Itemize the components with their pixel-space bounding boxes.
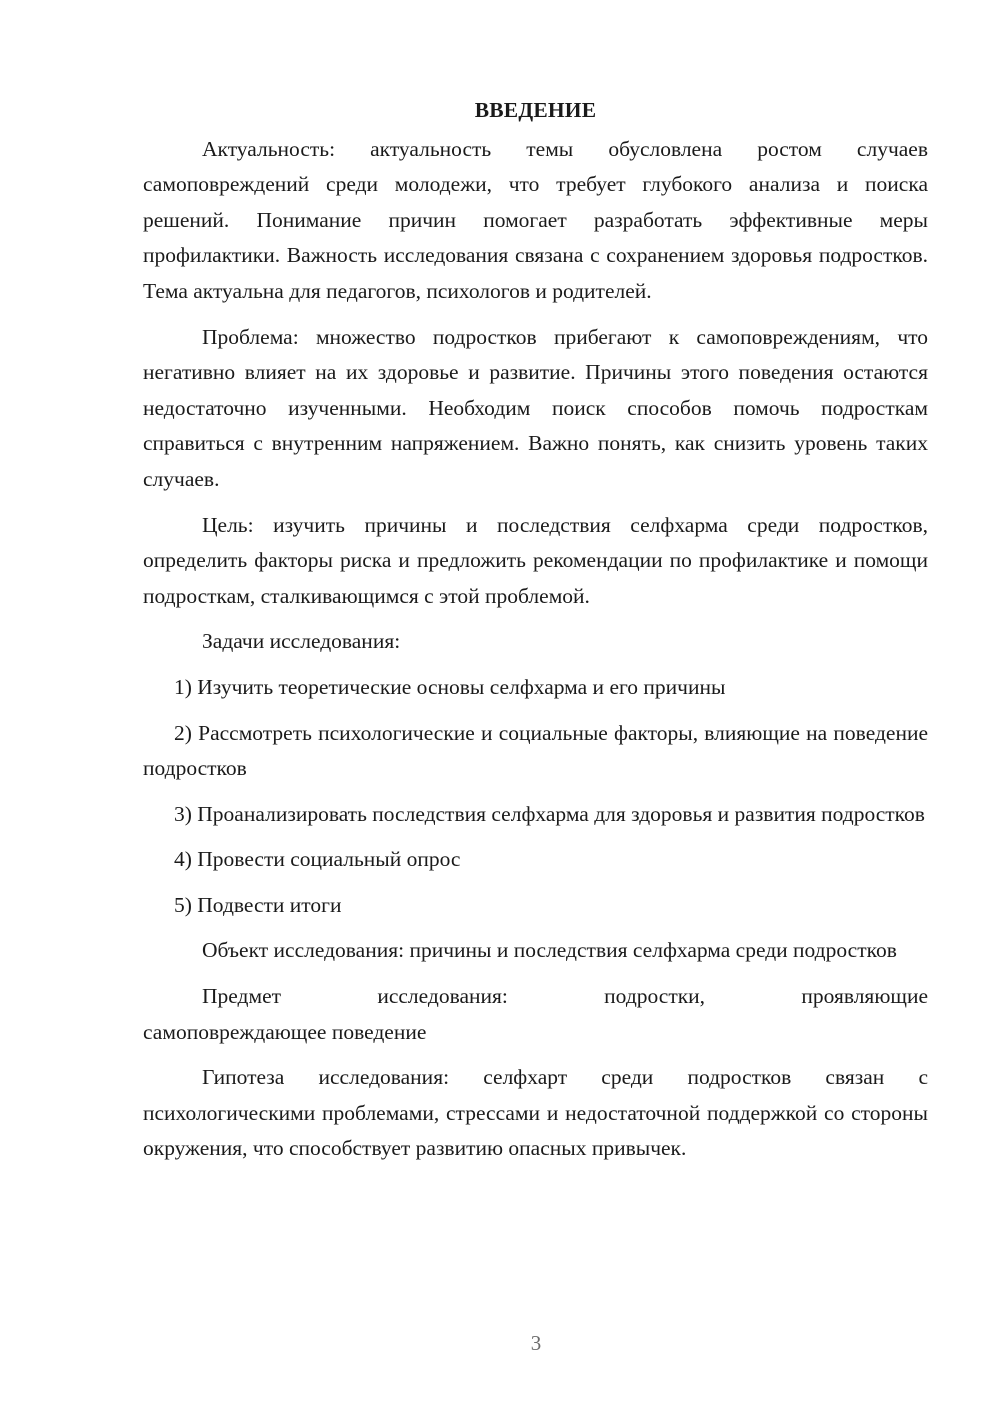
page-content [143, 93, 928, 1177]
task-item-2: 2) Рассмотреть психологические и социальные факторы, влияющие на поведение подростков [143, 720, 928, 781]
subject-line-1: Предмет исследования: подростки, проявляющие [202, 984, 928, 1009]
page-number: 3 [530, 1331, 542, 1355]
section-title: ВВЕДЕНИЕ [474, 98, 597, 122]
tasks-heading: Задачи исследования: [202, 629, 401, 654]
task-item-1: 1) Изучить теоретические основы селфхарма и его причины [174, 674, 726, 699]
task-item-4: 4) Провести социальный опрос [174, 847, 461, 872]
task-item-5: 5) Подвести итоги [174, 892, 342, 917]
paragraph-problem: Проблема: множество подростков прибегают к самоповреждениям, что негативно влияет на их здоровье и развитие. Причины этого поведения остаются недостаточно изученными. Необходим поиск способов помочь подросткам справиться с внутренним напряжением. Важно понять, как снизить уровень таких случаев. [143, 324, 928, 491]
task-item-3: 3) Проанализировать последствия селфхарма для здоровья и развития подростков [174, 801, 925, 826]
paragraph-goal: Цель: изучить причины и последствия селфхарма среди подростков, определить факторы риска и предложить рекомендации по профилактике и помощи подросткам, сталкивающимся с этой проблемой. [143, 512, 928, 608]
paragraph-object: Объект исследования: причины и последствия селфхарма среди подростков [202, 938, 897, 963]
paragraph-subject [143, 979, 928, 1050]
paragraph-relevance: Актуальность: актуальность темы обусловлена ростом случаев самоповреждений среди молодежи, что требует глубокого анализа и поиска решений. Понимание причин помогает разработать эффективные меры профилактики. Важность исследования связана с сохранением здоровья подростков. Тема актуальна для педагогов, психологов и родителей. [143, 136, 928, 303]
paragraph-hypothesis: Гипотеза исследования: селфхарт среди подростков связан с психологическими проблемами, стрессами и недостаточной поддержкой со стороны окружения, что способствует развитию опасных привычек. [143, 1065, 928, 1161]
subject-line-2: самоповреждающее поведение [143, 1019, 427, 1044]
